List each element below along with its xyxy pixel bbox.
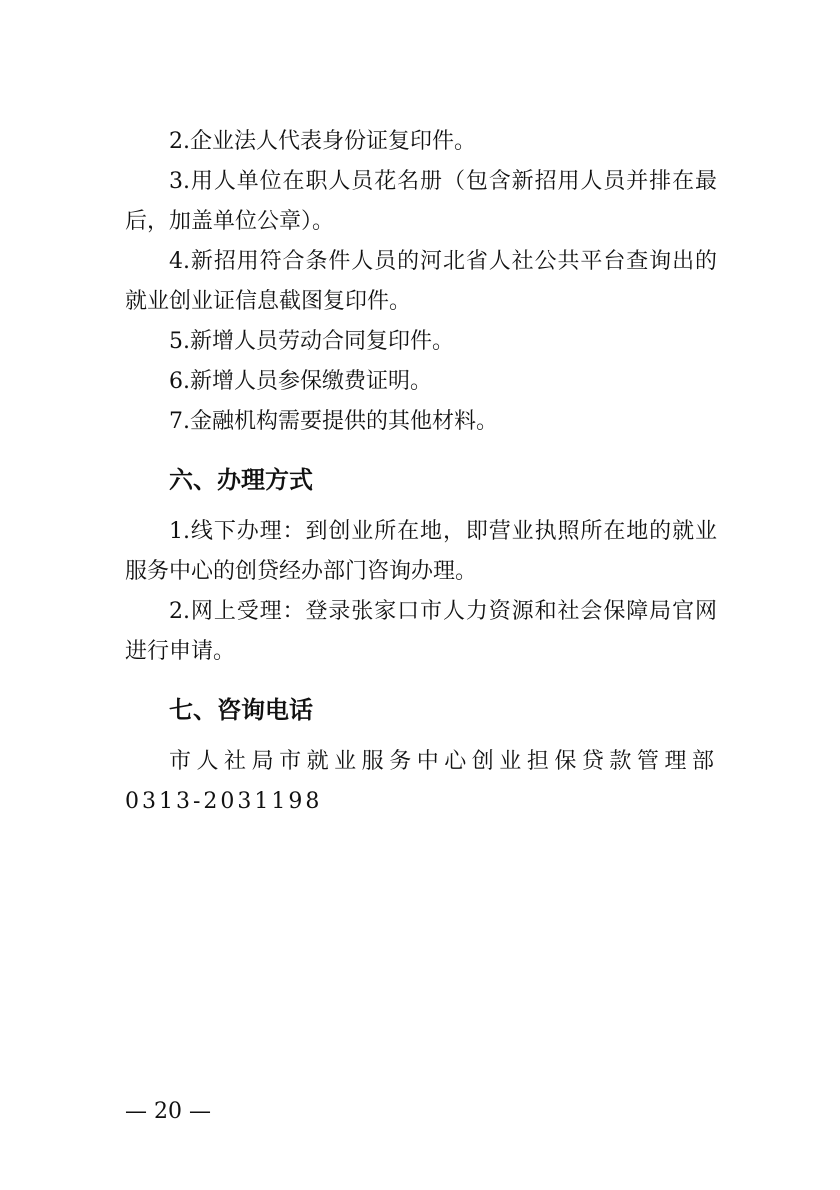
online-handling-paragraph: 2.网上受理：登录张家口市人力资源和社会保障局官网进行申请。 xyxy=(125,599,717,664)
section-heading-handling-method: 六、办理方式 xyxy=(169,466,313,494)
offline-handling-paragraph: 1.线下办理：到创业所在地，即营业执照所在地的就业服务中心的创贷经办部门咨询办理。 xyxy=(125,519,717,584)
item-6: 6.新增人员参保缴费证明。 xyxy=(169,369,432,394)
item-3: 3.用人单位在职人员花名册（包含新招用人员并排在最后，加盖单位公章）。 xyxy=(125,169,717,234)
item-7: 7.金融机构需要提供的其他材料。 xyxy=(169,409,498,434)
item-5: 5.新增人员劳动合同复印件。 xyxy=(169,329,454,354)
consultation-phone-paragraph: 市人社局市就业服务中心创业担保贷款管理部0313-2031198 xyxy=(125,749,717,814)
item-4: 4.新招用符合条件人员的河北省人社公共平台查询出的就业创业证信息截图复印件。 xyxy=(125,249,717,314)
document-body xyxy=(125,122,717,822)
item-2: 2.企业法人代表身份证复印件。 xyxy=(169,129,476,154)
section-heading-consultation-phone: 七、咨询电话 xyxy=(169,696,313,724)
page-number: — 20 — xyxy=(125,1099,211,1124)
